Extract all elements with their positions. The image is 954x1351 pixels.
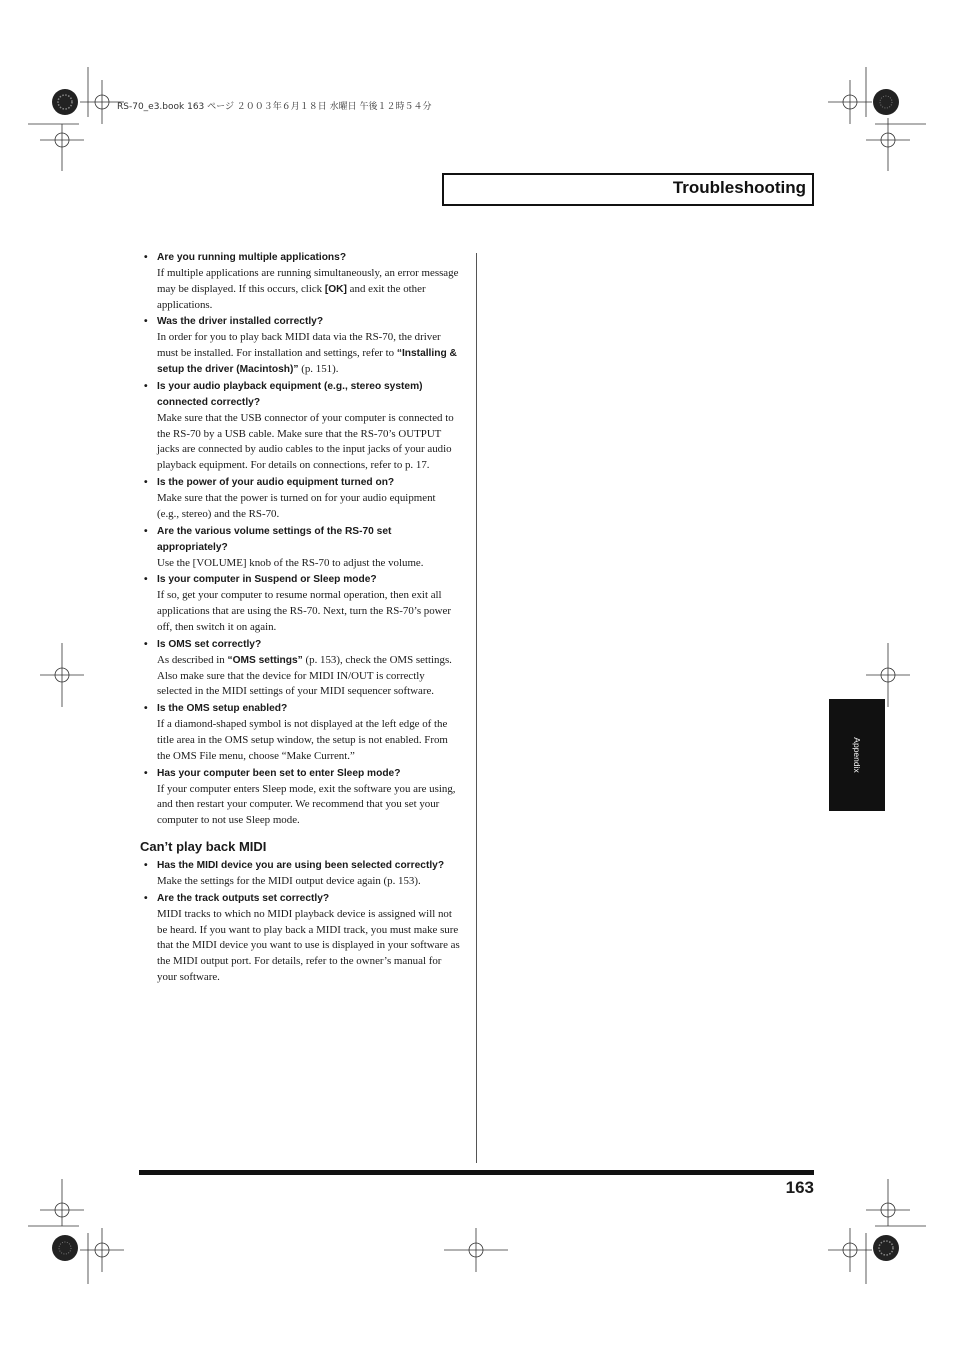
answer-text [140, 330, 460, 377]
answer-segment: If so, get your computer to resume normal operation, then exit all applications that are using the RS-70. Next, turn the RS-70’s power off, then switch it on again. [157, 589, 451, 633]
answer-text [140, 411, 460, 474]
left-column [140, 249, 460, 986]
answer-segment: Make sure that the USB connector of your computer is connected to the RS-70 by a USB cable. Make sure that the RS-70’s OUTPUT jacks are connected by audio cables to the input jacks of your audio playback equipment. For details on connections, refer to p. 17. [157, 411, 454, 472]
answer-segment: Make the settings for the MIDI output device again (p. 153). [157, 874, 421, 887]
bullet: • [144, 316, 148, 328]
print-header-meta: RS-70_e3.book 163 ページ ２００３年６月１８日 水曜日 午後１２時５４分 [117, 102, 432, 112]
bullet: • [144, 476, 148, 488]
question-item [140, 524, 460, 556]
question-item [140, 766, 460, 782]
answer-segment: As described in [157, 653, 228, 666]
answer-reference: “OMS settings” [227, 654, 303, 666]
bullet: • [144, 703, 148, 715]
question-item [140, 891, 460, 907]
question-list [140, 250, 460, 829]
page-title-box [442, 173, 814, 206]
answer-text [140, 266, 460, 313]
answer-text [140, 556, 460, 572]
page-number: 163 [785, 1178, 814, 1197]
bullet: • [144, 252, 148, 263]
bullet: • [144, 638, 148, 650]
answer-segment: (p. 153), check the OMS settings. [302, 653, 452, 666]
answer-text [140, 874, 460, 890]
question-text: Is OMS set correctly? [157, 638, 262, 650]
question-item [140, 314, 460, 330]
bullet: • [144, 574, 148, 586]
answer-text [140, 717, 460, 764]
answer-text [140, 653, 460, 669]
question-text: Was the driver installed correctly? [157, 316, 324, 328]
answer-text [140, 782, 460, 829]
question-item [140, 379, 460, 411]
question-text: Is the power of your audio equipment turned on? [157, 476, 395, 488]
footer-rule [139, 1170, 814, 1175]
answer-text [140, 907, 460, 986]
bullet: • [144, 767, 148, 779]
answer-text [140, 588, 460, 635]
answer-text [140, 491, 460, 523]
question-text: Has the MIDI device you are using been selected correctly? [157, 859, 445, 871]
bullet: • [144, 380, 148, 392]
column-divider [476, 253, 477, 1163]
answer-reference: “Installing & setup the driver (Macintosh)” [157, 348, 457, 375]
answer-segment: If multiple applications are running simultaneously, an error message may be displayed. If this occurs, click [157, 267, 459, 295]
answer-segment: Make sure that the power is turned on for your audio equipment (e.g., stereo) and the RS-70. [157, 491, 436, 520]
question-text: Are the various volume settings of the RS-70 set appropriately? [157, 525, 392, 553]
question-item [140, 701, 460, 717]
question-item [140, 475, 460, 491]
question-item [140, 250, 460, 266]
question-item [140, 572, 460, 588]
question-text: Is your audio playback equipment (e.g., stereo system) connected correctly? [157, 380, 423, 408]
answer-text-extra: Also make sure that the device for MIDI IN/OUT is correctly selected in the MIDI settings of your MIDI sequencer software. [157, 669, 435, 698]
question-list-midi [140, 858, 460, 986]
answer-segment: Use the [VOLUME] knob of the RS-70 to adjust the volume. [157, 556, 424, 569]
page-title: Troubleshooting [672, 178, 806, 197]
question-item [140, 858, 460, 874]
bullet: • [144, 859, 148, 871]
bullet: • [144, 892, 148, 904]
question-text: Has your computer been set to enter Sleep mode? [157, 767, 401, 779]
question-text: Is your computer in Suspend or Sleep mode? [157, 574, 377, 586]
question-text: Are the track outputs set correctly? [157, 892, 330, 904]
answer-segment: (p. 151). [298, 362, 339, 375]
section-tab-label: Appendix [852, 737, 862, 773]
answer-reference: [OK] [324, 283, 347, 295]
section-tab [829, 699, 885, 811]
question-text: Are you running multiple applications? [157, 252, 347, 263]
answer-segment: In order for you to play back MIDI data via the RS-70, the driver must be installed. For installation and settings, refer to [157, 331, 441, 360]
answer-segment: MIDI tracks to which no MIDI playback device is assigned will not be heard. If you want to play back a MIDI track, you must make sure that the MIDI device you want to use is displayed in your software as the MIDI output port. For details, refer to the owner’s manual for your software. [157, 907, 460, 983]
answer-segment: If a diamond-shaped symbol is not displayed at the left edge of the title area in the OMS setup window, the setup is not enabled. From the OMS File menu, choose “Make Current.” [157, 718, 448, 762]
answer-segment: and exit the other applications. [157, 282, 426, 311]
question-item [140, 637, 460, 653]
question-text: Is the OMS setup enabled? [157, 703, 288, 715]
bullet: • [144, 525, 148, 537]
answer-segment: If your computer enters Sleep mode, exit the software you are using, and then restart your computer. We recommend that you set your computer to not use Sleep mode. [157, 782, 456, 827]
section-heading: Can’t play back MIDI [140, 838, 267, 854]
